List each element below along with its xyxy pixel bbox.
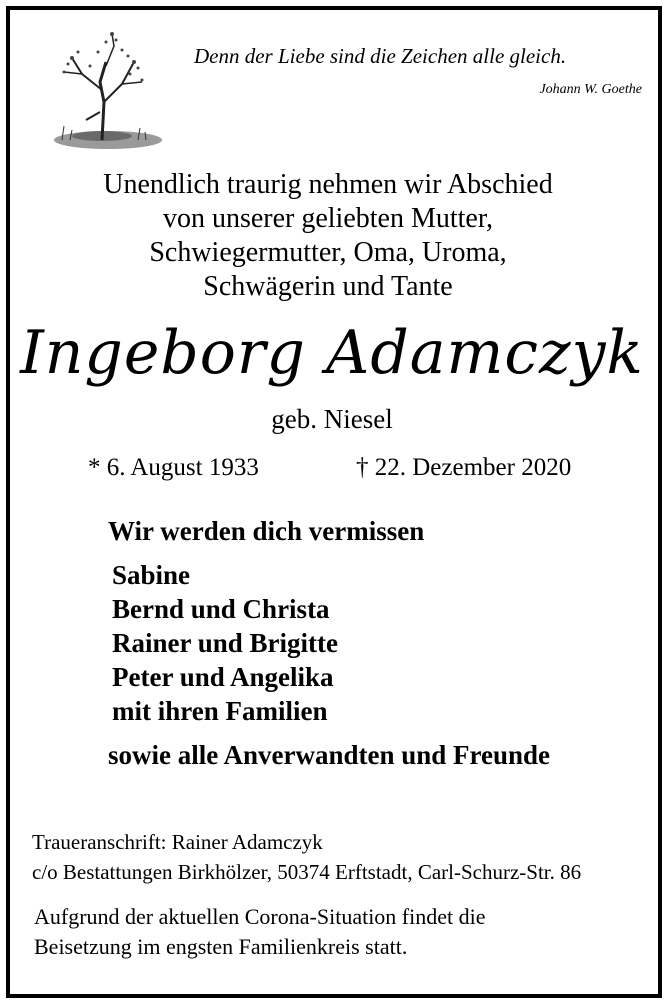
mourners-closing: sowie alle Anverwandten und Freunde (108, 740, 551, 770)
notice-line: Beisetzung im engsten Familienkreis statt. (34, 934, 408, 959)
mourners-heading: Wir werden dich vermissen (108, 516, 425, 546)
birth-name: geb. Niesel (271, 404, 393, 434)
address-line: Traueranschrift: Rainer Adamczyk (32, 830, 323, 854)
tree-illustration-icon (42, 22, 170, 154)
mourner-name: Peter und Angelika (112, 662, 334, 692)
intro-line: Schwiegermutter, Oma, Uroma, (149, 237, 507, 268)
intro-line: Schwägerin und Tante (203, 271, 453, 302)
address-line: c/o Bestattungen Birkhölzer, 50374 Erftstadt, Carl-Schurz-Str. 86 (32, 860, 582, 884)
deceased-name: Ingeborg Adamczyk (20, 318, 644, 388)
death-date: † 22. Dezember 2020 (356, 454, 572, 481)
mourner-name: Rainer und Brigitte (112, 628, 339, 658)
mourner-name: mit ihren Familien (112, 696, 328, 726)
mourner-name: Bernd und Christa (112, 594, 330, 624)
mourner-name: Sabine (112, 560, 191, 590)
birth-date: * 6. August 1933 (88, 454, 259, 481)
intro-line: von unserer geliebten Mutter, (162, 203, 494, 234)
quote-author: Johann W. Goethe (539, 82, 642, 97)
quote-text: Denn der Liebe sind die Zeichen alle gleich. (194, 44, 567, 68)
notice-line: Aufgrund der aktuellen Corona-Situation findet die (34, 904, 486, 929)
intro-line: Unendlich traurig nehmen wir Abschied (103, 169, 553, 200)
